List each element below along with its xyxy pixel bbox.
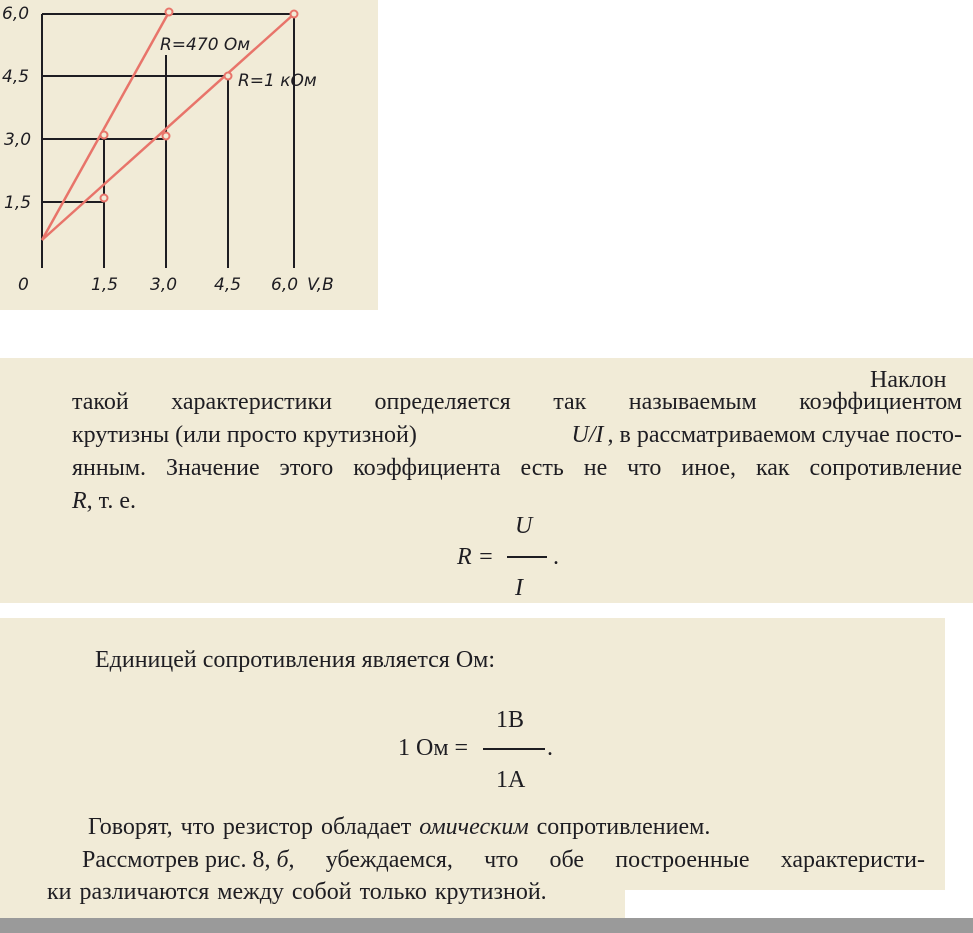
para1-line4-rest: , т. е. <box>86 488 137 514</box>
para3-line1-start: Говорят, что резистор обладает <box>88 814 412 840</box>
para3-line2-end: , убеждаемся, что обе построенные характеристи- <box>288 847 925 873</box>
bottom-scan-edge <box>0 918 973 933</box>
formula1-tail: . <box>553 544 559 570</box>
para1-line2-rest: , в рассматриваемом случае посто- <box>607 422 962 448</box>
label-r1k: R=1 кОм <box>238 71 317 91</box>
formula2-tail: . <box>547 735 553 761</box>
x-tick-3-0: 3,0 <box>150 275 178 295</box>
para1-line2-start: крутизны (или просто крутизной) <box>72 422 417 448</box>
formula2-lhs: 1 Ом = <box>398 735 469 761</box>
para1-line0: Наклон <box>870 367 947 393</box>
formula1-fraction-bar <box>507 556 547 558</box>
y-tick-1-5: 1,5 <box>4 193 32 213</box>
slope-expression: U/I <box>571 422 604 448</box>
para1-line2 <box>72 423 962 447</box>
x-tick-6-0: 6,0 <box>271 275 299 295</box>
formula1-lhs: R = <box>457 544 494 570</box>
formula1-denominator: I <box>515 575 523 601</box>
para1-line4 <box>72 489 136 513</box>
para3-line2-rest-group <box>276 848 925 872</box>
formula2-fraction-bar <box>483 748 545 750</box>
formula2-denominator: 1А <box>496 767 526 793</box>
y-tick-3-0: 3,0 <box>4 130 32 150</box>
para2-line1: Единицей сопротивления является Ом: <box>95 647 496 673</box>
point-r1k-4 <box>291 11 298 18</box>
formula1-numerator: U <box>515 513 533 539</box>
para3-line2-start: Рассмотрев рис. 8, <box>82 847 271 873</box>
point-r470-mid <box>101 132 108 139</box>
x-tick-1-5: 1,5 <box>91 275 119 295</box>
para3-line1 <box>88 815 710 839</box>
point-r470-top <box>166 9 173 16</box>
figure-ref-letter: б <box>276 847 289 873</box>
para1-line2-end <box>572 423 962 447</box>
para1-line3: янным. Значение этого коэффициента есть не что иное, как сопротивление <box>72 455 962 481</box>
para3-line2 <box>82 848 925 872</box>
para1-line1: такой характеристики определяется так называемым коэффициентом <box>72 389 962 415</box>
para3-line1-end: сопротивлением. <box>536 814 711 840</box>
formula2-numerator: 1В <box>496 707 525 733</box>
y-tick-4-5: 4,5 <box>2 67 30 87</box>
resistance-symbol: R <box>72 488 87 514</box>
point-r1k-1 <box>101 195 108 202</box>
bottom-blank-area <box>625 890 945 918</box>
para3-line3: ки различаются между собой только крутизной. <box>47 879 547 905</box>
voltage-current-graph <box>0 0 378 310</box>
ohmic-term: омическим <box>419 814 529 840</box>
line-r470 <box>42 12 169 240</box>
x-tick-4-5: 4,5 <box>214 275 242 295</box>
point-r1k-3 <box>225 73 232 80</box>
x-tick-0: 0 <box>18 275 29 295</box>
label-r470: R=470 Ом <box>160 35 251 55</box>
y-tick-6-0: 6,0 <box>2 4 30 24</box>
x-axis-unit: V,B <box>307 275 334 295</box>
point-r1k-2 <box>163 133 170 140</box>
